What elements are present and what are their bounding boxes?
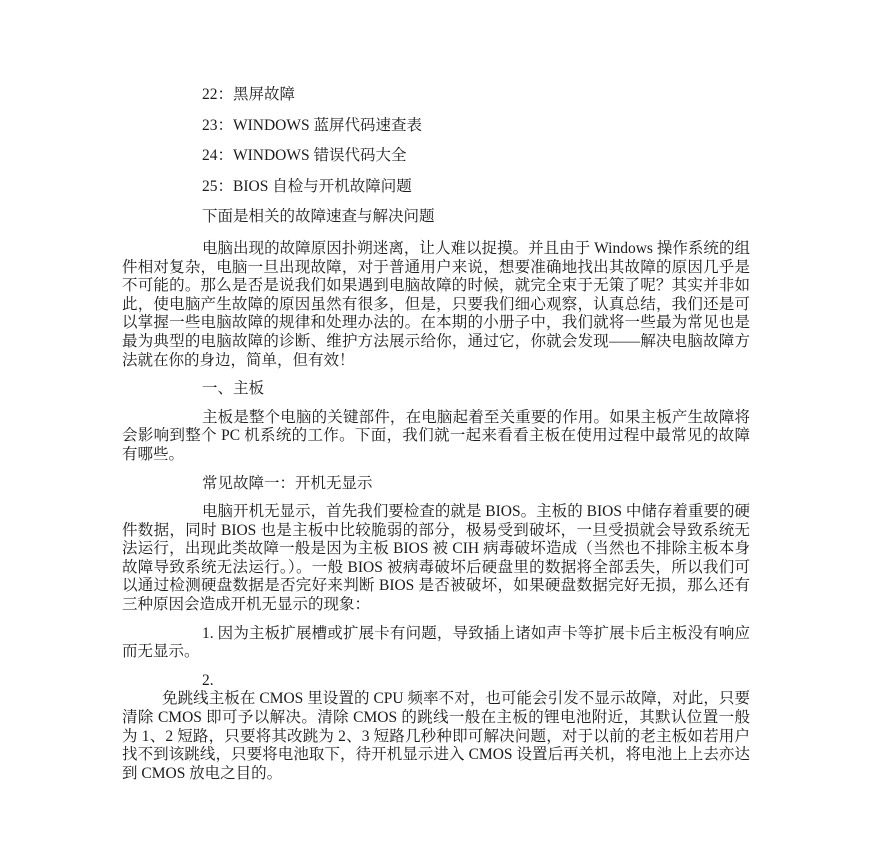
cause-2-paragraph: 免跳线主板在 CMOS 里设置的 CPU 频率不对，也可能会引发不显示故障，对此，只要清除 CMOS 即可予以解决。清除 CMOS 的跳线一般在主板的锂电池附近，其默认位置一般为 1、2 短路，只要将其改跳为 2、3 短路几秒种即可解决问题，对于以前的老主板如若用户找不到该跳线，只要将电池取下，待开机显示进入 CMOS 设置后再关机，将电池上上去亦达到 CMOS 放电之目的。 — [122, 690, 750, 782]
document-content — [122, 86, 750, 793]
section-intro-paragraph: 主板是整个电脑的关键部件，在电脑起着至关重要的作用。如果主板产生故障将会影响到整个 PC 机系统的工作。下面，我们就一起来看看主板在使用过程中最常见的故障有哪些。 — [122, 408, 750, 463]
section-heading-mainboard: 一、主板 — [202, 380, 265, 398]
toc-item-25: 25：BIOS 自检与开机故障问题 — [202, 177, 412, 195]
lead-sentence: 下面是相关的故障速查与解决问题 — [202, 208, 435, 226]
fault-heading-no-display: 常见故障一：开机无显示 — [202, 474, 373, 492]
toc-item-22: 22：黑屏故障 — [202, 86, 296, 103]
toc-item-23: 23：WINDOWS 蓝屏代码速查表 — [202, 116, 422, 134]
cause-2-marker: 2. — [202, 671, 214, 689]
cause-1-paragraph: 1. 因为主板扩展槽或扩展卡有问题，导致插上诸如声卡等扩展卡后主板没有响应而无显示。 — [122, 624, 750, 661]
toc-item-24: 24：WINDOWS 错误代码大全 — [202, 147, 407, 165]
fault-body-paragraph: 电脑开机无显示，首先我们要检查的就是 BIOS。主板的 BIOS 中储存着重要的硬件数据，同时 BIOS 也是主板中比较脆弱的部分，极易受到破坏，一旦受损就会导致系统无法运行，出现此类故障一般是因为主板 BIOS 被 CIH 病毒破坏造成（当然也不排除主板本身故障导致系统无法运行。）。一般 BIOS 被病毒破坏后硬盘里的数据将全部丢失，所以我们可以通过检测硬盘数据是否完好来判断 BIOS 是否被破坏，如果硬盘数据完好无损，那么还有三种原因会造成开机无显示的现象： — [122, 503, 750, 614]
intro-paragraph: 电脑出现的故障原因扑朔迷离，让人难以捉摸。并且由于 Windows 操作系统的组件相对复杂，电脑一旦出现故障，对于普通用户来说，想要准确地找出其故障的原因几乎是不可能的。那么是否是说我们如果遇到电脑故障的时候，就完全束于无策了呢？其实并非如此，使电脑产生故障的原因虽然有很多，但是，只要我们细心观察，认真总结，我们还是可以掌握一些电脑故障的规律和处理办法的。在本期的小册子中，我们就将一些最为常见也是最为典型的电脑故障的诊断、维护方法展示给你，通过它，你就会发现——解决电脑故障方法就在你的身边，简单，但有效！ — [122, 239, 750, 369]
